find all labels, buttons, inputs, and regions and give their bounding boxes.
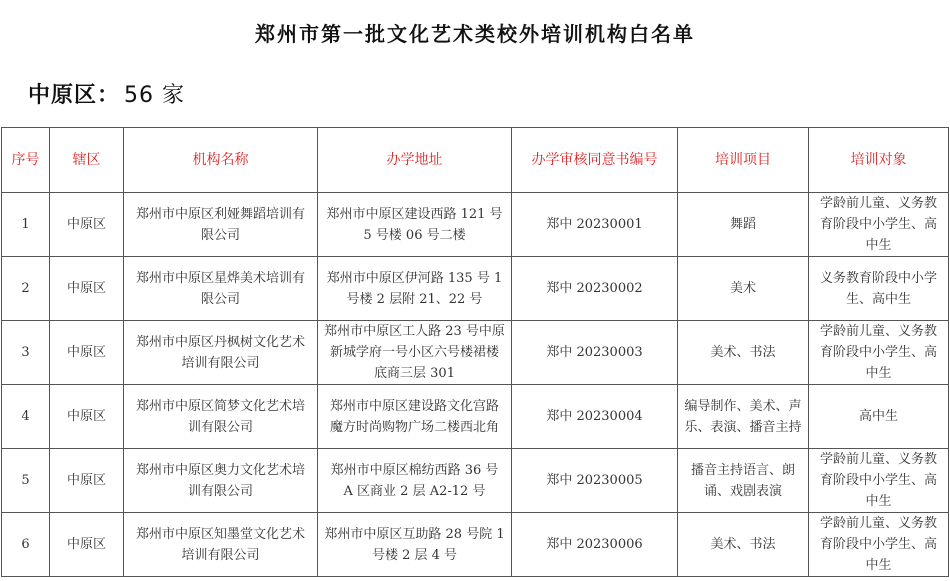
cell-district: 中原区: [50, 449, 124, 513]
table-row: [2, 449, 949, 513]
header-training-target: 培训对象: [809, 128, 949, 193]
cell-district: 中原区: [50, 513, 124, 577]
cell-training-program: 舞蹈: [678, 193, 809, 257]
cell-approval-number: 郑中 20230006: [512, 513, 678, 577]
cell-address: 郑州市中原区棉纺西路 36 号 A 区商业 2 层 A2-12 号: [318, 449, 512, 513]
cell-index: 1: [2, 193, 50, 257]
cell-index: 2: [2, 257, 50, 321]
cell-index: 6: [2, 513, 50, 577]
header-index: 序号: [2, 128, 50, 193]
cell-address: 郑州市中原区互助路 28 号院 1 号楼 2 层 4 号: [318, 513, 512, 577]
cell-org-name: 郑州市中原区简梦文化艺术培训有限公司: [124, 385, 318, 449]
table-row: [2, 257, 949, 321]
header-address: 办学地址: [318, 128, 512, 193]
district-heading: [28, 78, 185, 109]
cell-approval-number: 郑中 20230002: [512, 257, 678, 321]
cell-address: 郑州市中原区建设路文化宫路魔方时尚购物广场二楼西北角: [318, 385, 512, 449]
page-title: 郑州市第一批文化艺术类校外培训机构白名单: [255, 22, 695, 46]
table-header-row: [2, 128, 949, 193]
header-approval-number: 办学审核同意书编号: [512, 128, 678, 193]
district-count: 56 家: [124, 83, 186, 108]
cell-address: 郑州市中原区建设西路 121 号 5 号楼 06 号二楼: [318, 193, 512, 257]
header-training-program: 培训项目: [678, 128, 809, 193]
cell-training-target: 学龄前儿童、义务教育阶段中小学生、高中生: [809, 321, 949, 385]
cell-district: 中原区: [50, 385, 124, 449]
table-row: [2, 513, 949, 577]
cell-training-program: 美术、书法: [678, 321, 809, 385]
cell-district: 中原区: [50, 193, 124, 257]
table-row: [2, 193, 949, 257]
cell-training-program: 编导制作、美术、声乐、表演、播音主持: [678, 385, 809, 449]
cell-training-target: 学龄前儿童、义务教育阶段中小学生、高中生: [809, 513, 949, 577]
cell-org-name: 郑州市中原区奥力文化艺术培训有限公司: [124, 449, 318, 513]
cell-org-name: 郑州市中原区星烨美术培训有限公司: [124, 257, 318, 321]
whitelist-table: [1, 127, 949, 577]
header-org-name: 机构名称: [124, 128, 318, 193]
cell-training-target: 学龄前儿童、义务教育阶段中小学生、高中生: [809, 449, 949, 513]
header-district: 辖区: [50, 128, 124, 193]
cell-district: 中原区: [50, 321, 124, 385]
district-label: 中原区：: [28, 83, 121, 108]
cell-address: 郑州市中原区伊河路 135 号 1 号楼 2 层附 21、22 号: [318, 257, 512, 321]
cell-org-name: 郑州市中原区丹枫树文化艺术培训有限公司: [124, 321, 318, 385]
cell-training-target: 义务教育阶段中小学生、高中生: [809, 257, 949, 321]
cell-approval-number: 郑中 20230003: [512, 321, 678, 385]
cell-training-target: 学龄前儿童、义务教育阶段中小学生、高中生: [809, 193, 949, 257]
cell-training-program: 美术、书法: [678, 513, 809, 577]
cell-approval-number: 郑中 20230001: [512, 193, 678, 257]
cell-address: 郑州市中原区工人路 23 号中原新城学府一号小区六号楼裙楼底商三层 301: [318, 321, 512, 385]
cell-org-name: 郑州市中原区知墨堂文化艺术培训有限公司: [124, 513, 318, 577]
table-row: [2, 321, 949, 385]
cell-index: 4: [2, 385, 50, 449]
cell-approval-number: 郑中 20230005: [512, 449, 678, 513]
cell-training-program: 播音主持语言、朗诵、戏剧表演: [678, 449, 809, 513]
cell-index: 3: [2, 321, 50, 385]
cell-training-program: 美术: [678, 257, 809, 321]
cell-approval-number: 郑中 20230004: [512, 385, 678, 449]
table-row: [2, 385, 949, 449]
cell-district: 中原区: [50, 257, 124, 321]
cell-index: 5: [2, 449, 50, 513]
cell-training-target: 高中生: [809, 385, 949, 449]
cell-org-name: 郑州市中原区利娅舞蹈培训有限公司: [124, 193, 318, 257]
